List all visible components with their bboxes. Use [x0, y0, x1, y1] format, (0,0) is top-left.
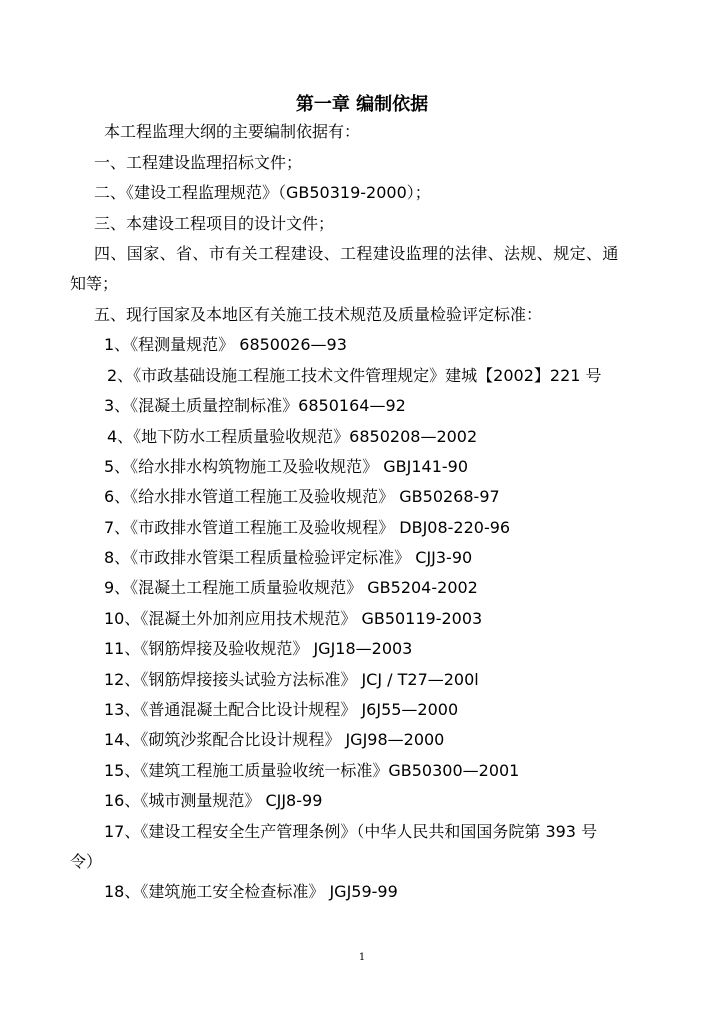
- intro-line: 本工程监理大纲的主要编制依据有：: [104, 122, 361, 141]
- standard-item: 16、《城市测量规范》 CJJ8-99: [104, 791, 323, 810]
- basis-item-1: 一、工程建设监理招标文件；: [94, 153, 303, 172]
- standard-item: 1、《程测量规范》 6850026—93: [104, 335, 347, 354]
- standard-item: 11、《钢筋焊接及验收规范》 JGJ18—2003: [104, 639, 413, 658]
- standard-item: 4、《地下防水工程质量验收规范》6850208—2002: [107, 427, 478, 446]
- standard-item: 8、《市政排水管渠工程质量检验评定标准》 CJJ3-90: [104, 548, 473, 567]
- standard-item: 14、《砌筑沙浆配合比设计规程》 JGJ98—2000: [104, 730, 445, 749]
- standard-item: 17、《建设工程安全生产管理条例》（中华人民共和国国务院第 393 号: [104, 822, 598, 841]
- basis-item-4-continued: 知等；: [70, 274, 119, 293]
- standard-item: 18、《建筑施工安全检查标准》 JGJ59-99: [104, 882, 398, 901]
- page-number: 1: [358, 952, 366, 963]
- standard-item: 13、《普通混凝土配合比设计规程》 J6J55—2000: [104, 700, 459, 719]
- standard-item: 15、《建筑工程施工质量验收统一标准》GB50300—2001: [104, 761, 520, 780]
- standard-item: 2、《市政基础设施工程施工技术文件管理规定》建城【2002】221 号: [107, 366, 602, 385]
- standard-item: 7、《市政排水管道工程施工及验收规程》 DBJ08-220-96: [104, 518, 511, 537]
- standard-item: 10、《混凝土外加剂应用技术规范》 GB50119-2003: [104, 609, 483, 628]
- basis-item-2: 二、《建设工程监理规范》（GB50319-2000）；: [94, 183, 431, 202]
- standard-item-continued: 令）: [70, 852, 103, 871]
- basis-item-3: 三、本建设工程项目的设计文件；: [94, 214, 335, 233]
- standard-item: 6、《给水排水管道工程施工及验收规范》 GB50268-97: [104, 487, 500, 506]
- standard-item: 9、《混凝土工程施工质量验收规范》 GB5204-2002: [104, 578, 478, 597]
- standard-item: 12、《钢筋焊接接头试验方法标准》 JCJ / T27—200l: [104, 670, 479, 689]
- standard-item: 3、《混凝土质量控制标准》6850164—92: [104, 396, 406, 415]
- basis-item-4: 四、国家、省、市有关工程建设、工程建设监理的法律、法规、规定、通: [94, 244, 619, 263]
- basis-item-5: 五、现行国家及本地区有关施工技术规范及质量检验评定标准：: [94, 305, 543, 324]
- standard-item: 5、《给水排水构筑物施工及验收规范》 GBJ141-90: [104, 457, 469, 476]
- chapter-title: 第一章 编制依据: [295, 94, 429, 115]
